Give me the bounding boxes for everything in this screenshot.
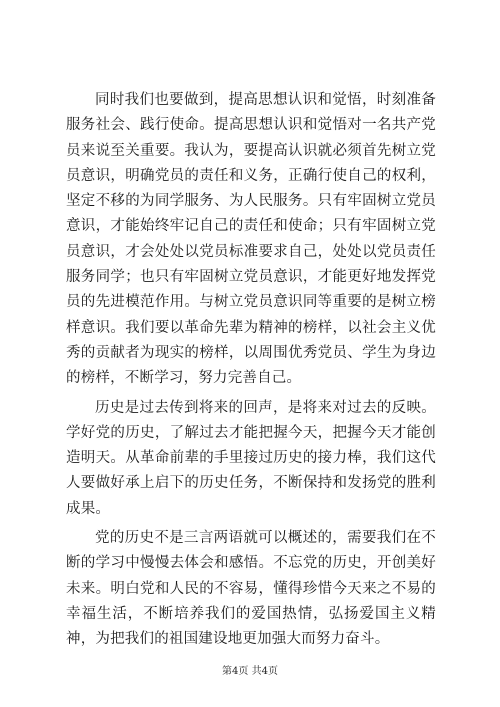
paragraph-history-echo: 历史是过去传到将来的回声，是将来对过去的反映。学好党的历史，了解过去才能把握今天，把握今天才能创造明天。从革命前辈的手里接过历史的接力棒，我们这代人要做好承上启下的历史任务，不断保持和发扬党的胜利成果。 (66, 399, 436, 517)
page-footer: 第4页 共4页 (222, 666, 278, 677)
body-text (66, 88, 436, 657)
paragraph-future: 党的历史不是三言两语就可以概述的，需要我们在不断的学习中慢慢去体会和感悟。不忘党的历史，开创美好未来。明白党和人民的不容易，懂得珍惜今天来之不易的幸福生活，不断培养我们的爱国热情，弘扬爱国主义精神，为把我们的祖国建设地更加强大而努力奋斗。 (66, 530, 436, 648)
paragraph-party-awareness: 同时我们也要做到，提高思想认识和觉悟，时刻准备服务社会、践行使命。提高思想认识和觉悟对一名共产党员来说至关重要。我认为，要提高认识就必须首先树立党员意识，明确党员的责任和义务，正确行使自己的权利，坚定不移的为同学服务、为人民服务。只有牢固树立党员意识，才能始终牢记自己的责任和使命；只有牢固树立党员意识，才会处处以党员标准要求自己，处处以党员责任服务同学；也只有牢固树立党员意识，才能更好地发挥党员的先进模范作用。与树立党员意识同等重要的是树立榜样意识。我们要以革命先辈为精神的榜样，以社会主义优秀的贡献者为现实的榜样，以周围优秀党员、学生为身边的榜样，不断学习，努力完善自己。 (66, 92, 436, 387)
